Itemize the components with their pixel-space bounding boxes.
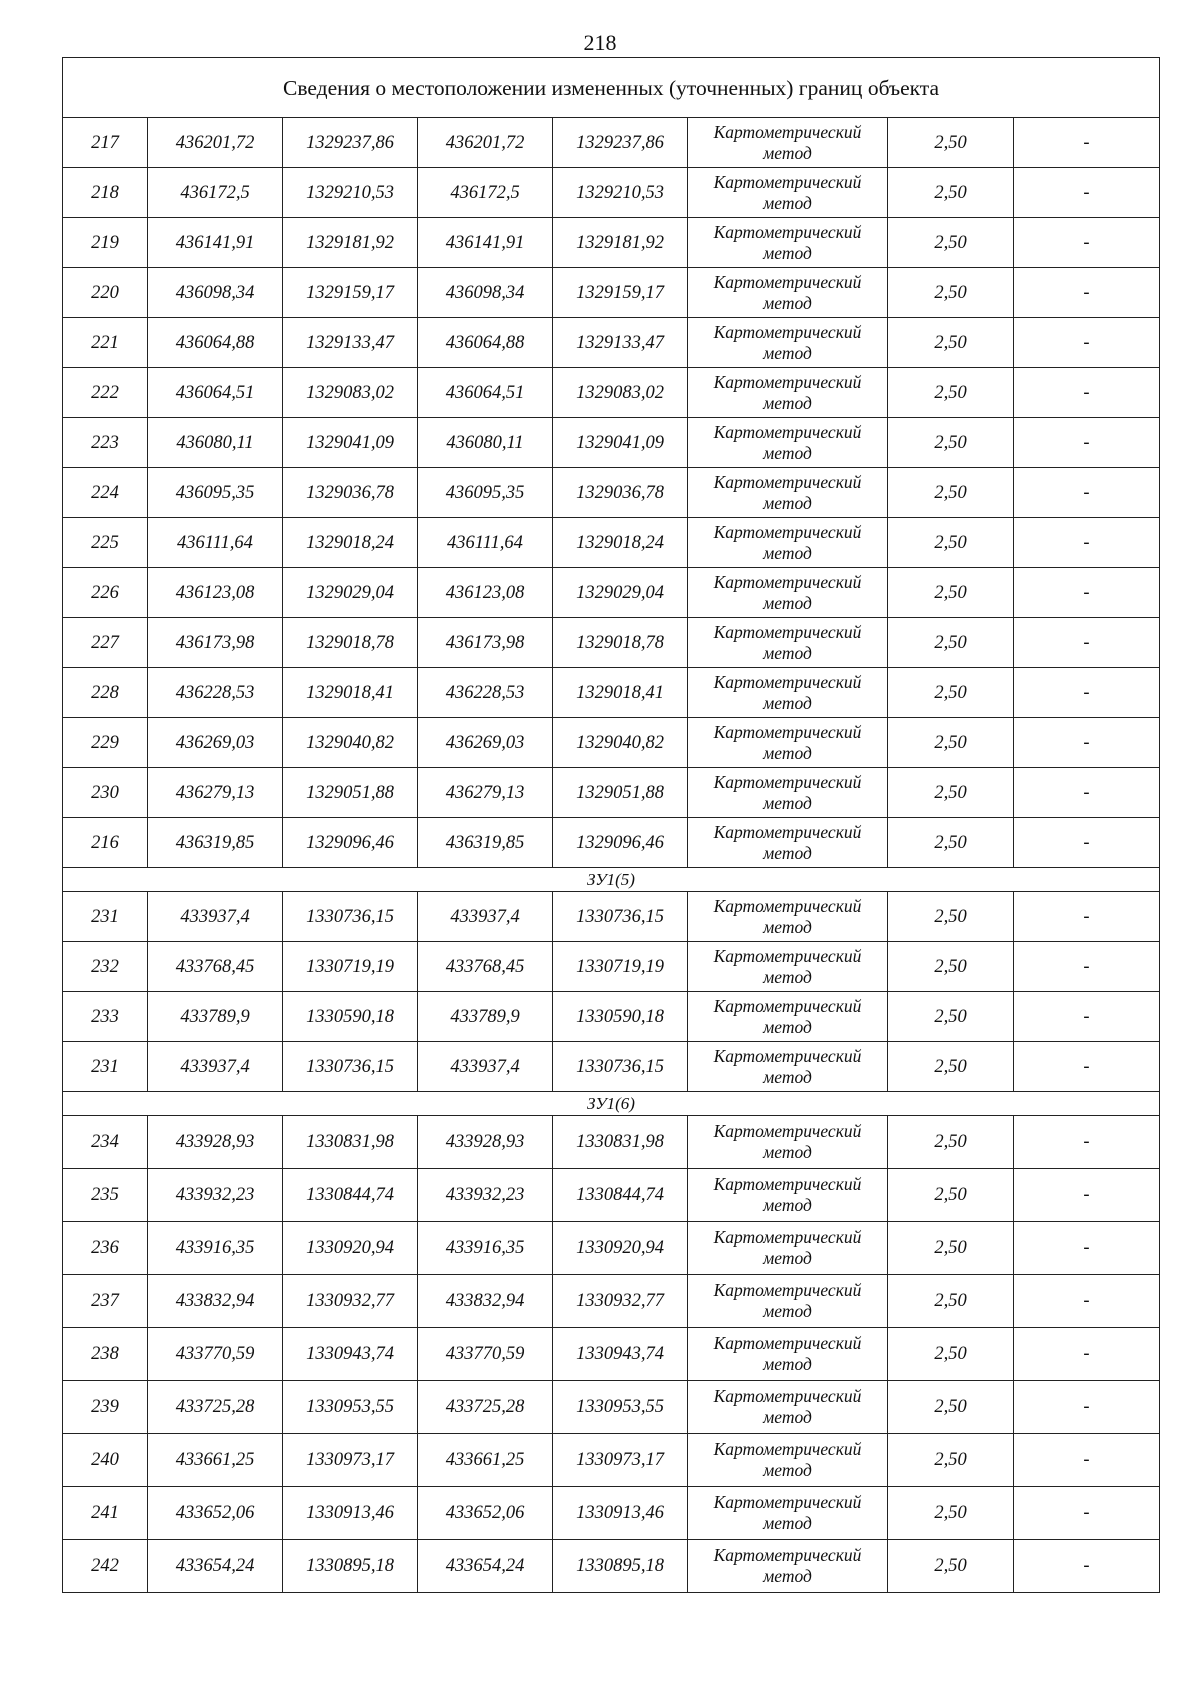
accuracy-cell: 2,50 <box>888 668 1014 718</box>
y-new-cell: 1330913,46 <box>553 1487 688 1540</box>
table-row <box>63 218 1160 268</box>
accuracy-cell: 2,50 <box>888 768 1014 818</box>
y-old-cell: 1330844,74 <box>283 1169 418 1222</box>
y-new-cell: 1329159,17 <box>553 268 688 318</box>
method-cell: Картометрический метод <box>688 718 888 768</box>
method-cell: Картометрический метод <box>688 568 888 618</box>
method-cell: Картометрический метод <box>688 1222 888 1275</box>
x-old-cell: 436228,53 <box>148 668 283 718</box>
point-number-cell: 238 <box>63 1328 148 1381</box>
method-cell: Картометрический метод <box>688 1275 888 1328</box>
description-cell: - <box>1014 718 1160 768</box>
method-cell: Картометрический метод <box>688 1487 888 1540</box>
x-old-cell: 433789,9 <box>148 992 283 1042</box>
point-number-cell: 239 <box>63 1381 148 1434</box>
table-row <box>63 1275 1160 1328</box>
method-cell: Картометрический метод <box>688 1328 888 1381</box>
x-new-cell: 436269,03 <box>418 718 553 768</box>
y-new-cell: 1330831,98 <box>553 1116 688 1169</box>
table-row <box>63 668 1160 718</box>
accuracy-cell: 2,50 <box>888 218 1014 268</box>
x-old-cell: 433916,35 <box>148 1222 283 1275</box>
point-number-cell: 221 <box>63 318 148 368</box>
x-old-cell: 433661,25 <box>148 1434 283 1487</box>
y-new-cell: 1329041,09 <box>553 418 688 468</box>
point-number-cell: 236 <box>63 1222 148 1275</box>
description-cell: - <box>1014 992 1160 1042</box>
description-cell: - <box>1014 618 1160 668</box>
method-cell: Картометрический метод <box>688 1381 888 1434</box>
y-old-cell: 1329133,47 <box>283 318 418 368</box>
table-title: Сведения о местоположении измененных (уточненных) границ объекта <box>63 58 1160 118</box>
x-new-cell: 436172,5 <box>418 168 553 218</box>
x-old-cell: 436201,72 <box>148 118 283 168</box>
accuracy-cell: 2,50 <box>888 892 1014 942</box>
x-new-cell: 433770,59 <box>418 1328 553 1381</box>
x-old-cell: 433725,28 <box>148 1381 283 1434</box>
y-new-cell: 1330590,18 <box>553 992 688 1042</box>
method-cell: Картометрический метод <box>688 118 888 168</box>
description-cell: - <box>1014 818 1160 868</box>
y-new-cell: 1329051,88 <box>553 768 688 818</box>
accuracy-cell: 2,50 <box>888 1434 1014 1487</box>
y-old-cell: 1329041,09 <box>283 418 418 468</box>
accuracy-cell: 2,50 <box>888 1275 1014 1328</box>
y-new-cell: 1329096,46 <box>553 818 688 868</box>
point-number-cell: 231 <box>63 892 148 942</box>
point-number-cell: 217 <box>63 118 148 168</box>
y-new-cell: 1330736,15 <box>553 1042 688 1092</box>
method-cell: Картометрический метод <box>688 818 888 868</box>
accuracy-cell: 2,50 <box>888 1116 1014 1169</box>
method-cell: Картометрический метод <box>688 992 888 1042</box>
accuracy-cell: 2,50 <box>888 118 1014 168</box>
method-cell: Картометрический метод <box>688 218 888 268</box>
page-number: 218 <box>583 30 617 55</box>
x-old-cell: 433652,06 <box>148 1487 283 1540</box>
x-old-cell: 436269,03 <box>148 718 283 768</box>
x-new-cell: 436173,98 <box>418 618 553 668</box>
description-cell: - <box>1014 218 1160 268</box>
accuracy-cell: 2,50 <box>888 568 1014 618</box>
y-new-cell: 1330719,19 <box>553 942 688 992</box>
method-cell: Картометрический метод <box>688 1116 888 1169</box>
table-row <box>63 1540 1160 1593</box>
table-row <box>63 268 1160 318</box>
table-row <box>63 1169 1160 1222</box>
x-old-cell: 436095,35 <box>148 468 283 518</box>
point-number-cell: 229 <box>63 718 148 768</box>
point-number-cell: 228 <box>63 668 148 718</box>
x-old-cell: 436279,13 <box>148 768 283 818</box>
y-new-cell: 1330895,18 <box>553 1540 688 1593</box>
point-number-cell: 227 <box>63 618 148 668</box>
description-cell: - <box>1014 268 1160 318</box>
y-old-cell: 1329018,41 <box>283 668 418 718</box>
accuracy-cell: 2,50 <box>888 1487 1014 1540</box>
table-row <box>63 1487 1160 1540</box>
x-old-cell: 436319,85 <box>148 818 283 868</box>
method-cell: Картометрический метод <box>688 418 888 468</box>
x-old-cell: 436173,98 <box>148 618 283 668</box>
table-row <box>63 892 1160 942</box>
accuracy-cell: 2,50 <box>888 618 1014 668</box>
method-cell: Картометрический метод <box>688 318 888 368</box>
x-new-cell: 433789,9 <box>418 992 553 1042</box>
accuracy-cell: 2,50 <box>888 368 1014 418</box>
y-new-cell: 1329040,82 <box>553 718 688 768</box>
y-old-cell: 1329040,82 <box>283 718 418 768</box>
description-cell: - <box>1014 942 1160 992</box>
x-new-cell: 433654,24 <box>418 1540 553 1593</box>
description-cell: - <box>1014 892 1160 942</box>
y-new-cell: 1329133,47 <box>553 318 688 368</box>
y-old-cell: 1329237,86 <box>283 118 418 168</box>
method-cell: Картометрический метод <box>688 942 888 992</box>
y-new-cell: 1329029,04 <box>553 568 688 618</box>
x-old-cell: 433937,4 <box>148 892 283 942</box>
method-cell: Картометрический метод <box>688 518 888 568</box>
section-label: ЗУ1(5) <box>63 868 1160 892</box>
y-old-cell: 1329018,24 <box>283 518 418 568</box>
description-cell: - <box>1014 768 1160 818</box>
y-new-cell: 1330736,15 <box>553 892 688 942</box>
description-cell: - <box>1014 168 1160 218</box>
y-old-cell: 1329083,02 <box>283 368 418 418</box>
point-number-cell: 226 <box>63 568 148 618</box>
description-cell: - <box>1014 418 1160 468</box>
y-old-cell: 1330920,94 <box>283 1222 418 1275</box>
x-new-cell: 433937,4 <box>418 1042 553 1092</box>
accuracy-cell: 2,50 <box>888 1222 1014 1275</box>
y-new-cell: 1330953,55 <box>553 1381 688 1434</box>
accuracy-cell: 2,50 <box>888 518 1014 568</box>
table-row <box>63 1042 1160 1092</box>
description-cell: - <box>1014 1487 1160 1540</box>
description-cell: - <box>1014 1275 1160 1328</box>
point-number-cell: 235 <box>63 1169 148 1222</box>
x-new-cell: 433928,93 <box>418 1116 553 1169</box>
x-new-cell: 436228,53 <box>418 668 553 718</box>
point-number-cell: 241 <box>63 1487 148 1540</box>
point-number-cell: 240 <box>63 1434 148 1487</box>
accuracy-cell: 2,50 <box>888 718 1014 768</box>
table-row <box>63 1381 1160 1434</box>
point-number-cell: 219 <box>63 218 148 268</box>
y-old-cell: 1330831,98 <box>283 1116 418 1169</box>
x-old-cell: 436064,51 <box>148 368 283 418</box>
table-row <box>63 818 1160 868</box>
y-new-cell: 1329210,53 <box>553 168 688 218</box>
y-old-cell: 1329018,78 <box>283 618 418 668</box>
x-new-cell: 433932,23 <box>418 1169 553 1222</box>
method-cell: Картометрический метод <box>688 768 888 818</box>
y-old-cell: 1329036,78 <box>283 468 418 518</box>
accuracy-cell: 2,50 <box>888 1328 1014 1381</box>
accuracy-cell: 2,50 <box>888 1381 1014 1434</box>
description-cell: - <box>1014 1328 1160 1381</box>
x-new-cell: 436319,85 <box>418 818 553 868</box>
description-cell: - <box>1014 1169 1160 1222</box>
y-old-cell: 1330953,55 <box>283 1381 418 1434</box>
table-row <box>63 768 1160 818</box>
table-row <box>63 1328 1160 1381</box>
y-new-cell: 1329181,92 <box>553 218 688 268</box>
accuracy-cell: 2,50 <box>888 818 1014 868</box>
section-header-row <box>63 1092 1160 1116</box>
y-old-cell: 1329096,46 <box>283 818 418 868</box>
table-row <box>63 1434 1160 1487</box>
x-new-cell: 436279,13 <box>418 768 553 818</box>
table-row <box>63 518 1160 568</box>
x-new-cell: 433768,45 <box>418 942 553 992</box>
method-cell: Картометрический метод <box>688 1434 888 1487</box>
method-cell: Картометрический метод <box>688 1042 888 1092</box>
x-new-cell: 433661,25 <box>418 1434 553 1487</box>
x-new-cell: 436111,64 <box>418 518 553 568</box>
description-cell: - <box>1014 1222 1160 1275</box>
y-new-cell: 1329083,02 <box>553 368 688 418</box>
description-cell: - <box>1014 1116 1160 1169</box>
point-number-cell: 232 <box>63 942 148 992</box>
y-new-cell: 1330844,74 <box>553 1169 688 1222</box>
y-old-cell: 1330895,18 <box>283 1540 418 1593</box>
method-cell: Картометрический метод <box>688 1540 888 1593</box>
point-number-cell: 234 <box>63 1116 148 1169</box>
y-old-cell: 1329181,92 <box>283 218 418 268</box>
x-old-cell: 433654,24 <box>148 1540 283 1593</box>
description-cell: - <box>1014 1540 1160 1593</box>
description-cell: - <box>1014 1434 1160 1487</box>
accuracy-cell: 2,50 <box>888 168 1014 218</box>
section-header-row <box>63 868 1160 892</box>
method-cell: Картометрический метод <box>688 618 888 668</box>
y-new-cell: 1329237,86 <box>553 118 688 168</box>
point-number-cell: 218 <box>63 168 148 218</box>
x-new-cell: 436080,11 <box>418 418 553 468</box>
y-new-cell: 1330932,77 <box>553 1275 688 1328</box>
method-cell: Картометрический метод <box>688 168 888 218</box>
x-new-cell: 436201,72 <box>418 118 553 168</box>
y-new-cell: 1330973,17 <box>553 1434 688 1487</box>
table-row <box>63 942 1160 992</box>
table-row <box>63 118 1160 168</box>
method-cell: Картометрический метод <box>688 892 888 942</box>
method-cell: Картометрический метод <box>688 468 888 518</box>
coordinates-table <box>62 57 1160 1593</box>
point-number-cell: 220 <box>63 268 148 318</box>
x-new-cell: 433916,35 <box>418 1222 553 1275</box>
table-row <box>63 568 1160 618</box>
table-title-row <box>63 58 1160 118</box>
x-old-cell: 433768,45 <box>148 942 283 992</box>
description-cell: - <box>1014 1381 1160 1434</box>
y-old-cell: 1329029,04 <box>283 568 418 618</box>
table-row <box>63 718 1160 768</box>
method-cell: Картометрический метод <box>688 268 888 318</box>
table-row <box>63 318 1160 368</box>
point-number-cell: 216 <box>63 818 148 868</box>
accuracy-cell: 2,50 <box>888 1042 1014 1092</box>
x-old-cell: 433937,4 <box>148 1042 283 1092</box>
y-old-cell: 1330943,74 <box>283 1328 418 1381</box>
x-old-cell: 433770,59 <box>148 1328 283 1381</box>
x-new-cell: 436064,88 <box>418 318 553 368</box>
method-cell: Картометрический метод <box>688 368 888 418</box>
table-row <box>63 618 1160 668</box>
table-row <box>63 468 1160 518</box>
y-old-cell: 1329159,17 <box>283 268 418 318</box>
table-row <box>63 168 1160 218</box>
x-new-cell: 436141,91 <box>418 218 553 268</box>
table-row <box>63 1222 1160 1275</box>
accuracy-cell: 2,50 <box>888 318 1014 368</box>
y-new-cell: 1329018,78 <box>553 618 688 668</box>
x-old-cell: 433832,94 <box>148 1275 283 1328</box>
x-new-cell: 433832,94 <box>418 1275 553 1328</box>
x-old-cell: 436080,11 <box>148 418 283 468</box>
x-old-cell: 436172,5 <box>148 168 283 218</box>
table-row <box>63 418 1160 468</box>
description-cell: - <box>1014 118 1160 168</box>
table-row <box>63 992 1160 1042</box>
accuracy-cell: 2,50 <box>888 418 1014 468</box>
description-cell: - <box>1014 668 1160 718</box>
point-number-cell: 231 <box>63 1042 148 1092</box>
accuracy-cell: 2,50 <box>888 942 1014 992</box>
point-number-cell: 225 <box>63 518 148 568</box>
x-new-cell: 436123,08 <box>418 568 553 618</box>
point-number-cell: 230 <box>63 768 148 818</box>
section-label: ЗУ1(6) <box>63 1092 1160 1116</box>
description-cell: - <box>1014 368 1160 418</box>
y-old-cell: 1330973,17 <box>283 1434 418 1487</box>
method-cell: Картометрический метод <box>688 668 888 718</box>
x-old-cell: 436098,34 <box>148 268 283 318</box>
description-cell: - <box>1014 468 1160 518</box>
x-old-cell: 433932,23 <box>148 1169 283 1222</box>
x-new-cell: 433937,4 <box>418 892 553 942</box>
y-old-cell: 1330590,18 <box>283 992 418 1042</box>
x-old-cell: 433928,93 <box>148 1116 283 1169</box>
description-cell: - <box>1014 518 1160 568</box>
description-cell: - <box>1014 1042 1160 1092</box>
x-new-cell: 436098,34 <box>418 268 553 318</box>
x-old-cell: 436123,08 <box>148 568 283 618</box>
x-new-cell: 433652,06 <box>418 1487 553 1540</box>
description-cell: - <box>1014 568 1160 618</box>
y-old-cell: 1330932,77 <box>283 1275 418 1328</box>
accuracy-cell: 2,50 <box>888 468 1014 518</box>
y-old-cell: 1330736,15 <box>283 1042 418 1092</box>
accuracy-cell: 2,50 <box>888 1540 1014 1593</box>
x-new-cell: 436064,51 <box>418 368 553 418</box>
x-old-cell: 436064,88 <box>148 318 283 368</box>
table-row <box>63 368 1160 418</box>
point-number-cell: 222 <box>63 368 148 418</box>
accuracy-cell: 2,50 <box>888 268 1014 318</box>
y-new-cell: 1330943,74 <box>553 1328 688 1381</box>
accuracy-cell: 2,50 <box>888 1169 1014 1222</box>
method-cell: Картометрический метод <box>688 1169 888 1222</box>
accuracy-cell: 2,50 <box>888 992 1014 1042</box>
y-old-cell: 1329210,53 <box>283 168 418 218</box>
point-number-cell: 233 <box>63 992 148 1042</box>
y-old-cell: 1329051,88 <box>283 768 418 818</box>
table-row <box>63 1116 1160 1169</box>
x-new-cell: 436095,35 <box>418 468 553 518</box>
point-number-cell: 224 <box>63 468 148 518</box>
y-new-cell: 1330920,94 <box>553 1222 688 1275</box>
point-number-cell: 242 <box>63 1540 148 1593</box>
y-new-cell: 1329036,78 <box>553 468 688 518</box>
point-number-cell: 237 <box>63 1275 148 1328</box>
x-old-cell: 436111,64 <box>148 518 283 568</box>
description-cell: - <box>1014 318 1160 368</box>
y-new-cell: 1329018,24 <box>553 518 688 568</box>
x-new-cell: 433725,28 <box>418 1381 553 1434</box>
y-new-cell: 1329018,41 <box>553 668 688 718</box>
y-old-cell: 1330913,46 <box>283 1487 418 1540</box>
y-old-cell: 1330719,19 <box>283 942 418 992</box>
x-old-cell: 436141,91 <box>148 218 283 268</box>
y-old-cell: 1330736,15 <box>283 892 418 942</box>
point-number-cell: 223 <box>63 418 148 468</box>
